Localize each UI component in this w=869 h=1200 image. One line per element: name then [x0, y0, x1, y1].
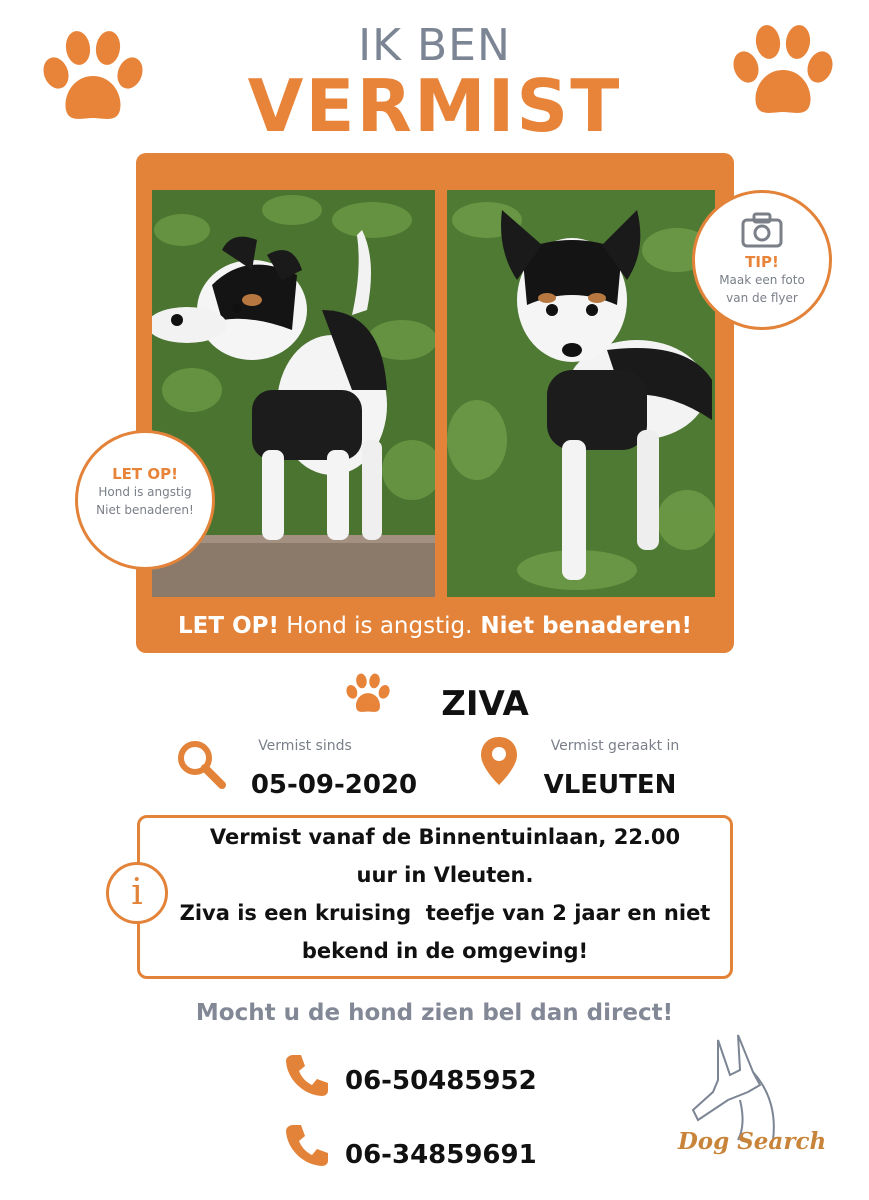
dog-name: ZIVA — [441, 684, 529, 724]
info-line-3: Ziva is een kruising teefje van 2 jaar en niet — [179, 901, 711, 925]
warning-bubble — [75, 430, 215, 570]
warning-title: LET OP! — [112, 465, 178, 483]
phone-icon — [284, 1052, 330, 1098]
warning-banner — [136, 600, 734, 653]
call-to-action: Mocht u de hond zien bel dan direct! — [195, 1000, 674, 1026]
phone-icon — [284, 1122, 330, 1168]
warning-line-2: Niet benaderen! — [96, 503, 194, 517]
missing-since-date: 05-09-2020 — [250, 770, 418, 800]
warning-line-1: Hond is angstig — [98, 485, 192, 499]
missing-since-label: Vermist sinds — [258, 738, 352, 754]
tip-bubble — [692, 190, 832, 330]
info-line-1: Vermist vanaf de Binnentuinlaan, 22.00 — [209, 825, 681, 849]
tip-line-2: van de flyer — [726, 291, 798, 305]
heading-line-1: IK BEN — [358, 20, 511, 71]
banner-part-1: LET OP! — [178, 613, 279, 639]
info-text — [175, 818, 715, 970]
banner-part-2: Hond is angstig. — [278, 613, 473, 639]
info-line-2: uur in Vleuten. — [356, 863, 534, 887]
search-icon — [175, 738, 227, 790]
heading-title: VERMIST — [247, 64, 622, 148]
location-pin-icon — [478, 735, 520, 787]
tip-line-1: Maak een foto — [719, 273, 805, 287]
phone-number-1[interactable]: 06-50485952 — [345, 1066, 537, 1096]
info-line-4: bekend in de omgeving! — [301, 939, 589, 963]
camera-icon — [740, 211, 784, 249]
dogsearch-logo: Dog Search — [677, 1128, 827, 1155]
info-icon: i — [106, 862, 168, 924]
paw-icon — [344, 672, 392, 716]
phone-number-2[interactable]: 06-34859691 — [345, 1140, 537, 1170]
tip-title: TIP! — [745, 253, 779, 271]
missing-place-label: Vermist geraakt in — [550, 738, 680, 754]
banner-part-3: Niet benaderen! — [472, 613, 692, 639]
missing-place-value: VLEUTEN — [543, 770, 677, 800]
dog-photo-right — [447, 190, 715, 597]
